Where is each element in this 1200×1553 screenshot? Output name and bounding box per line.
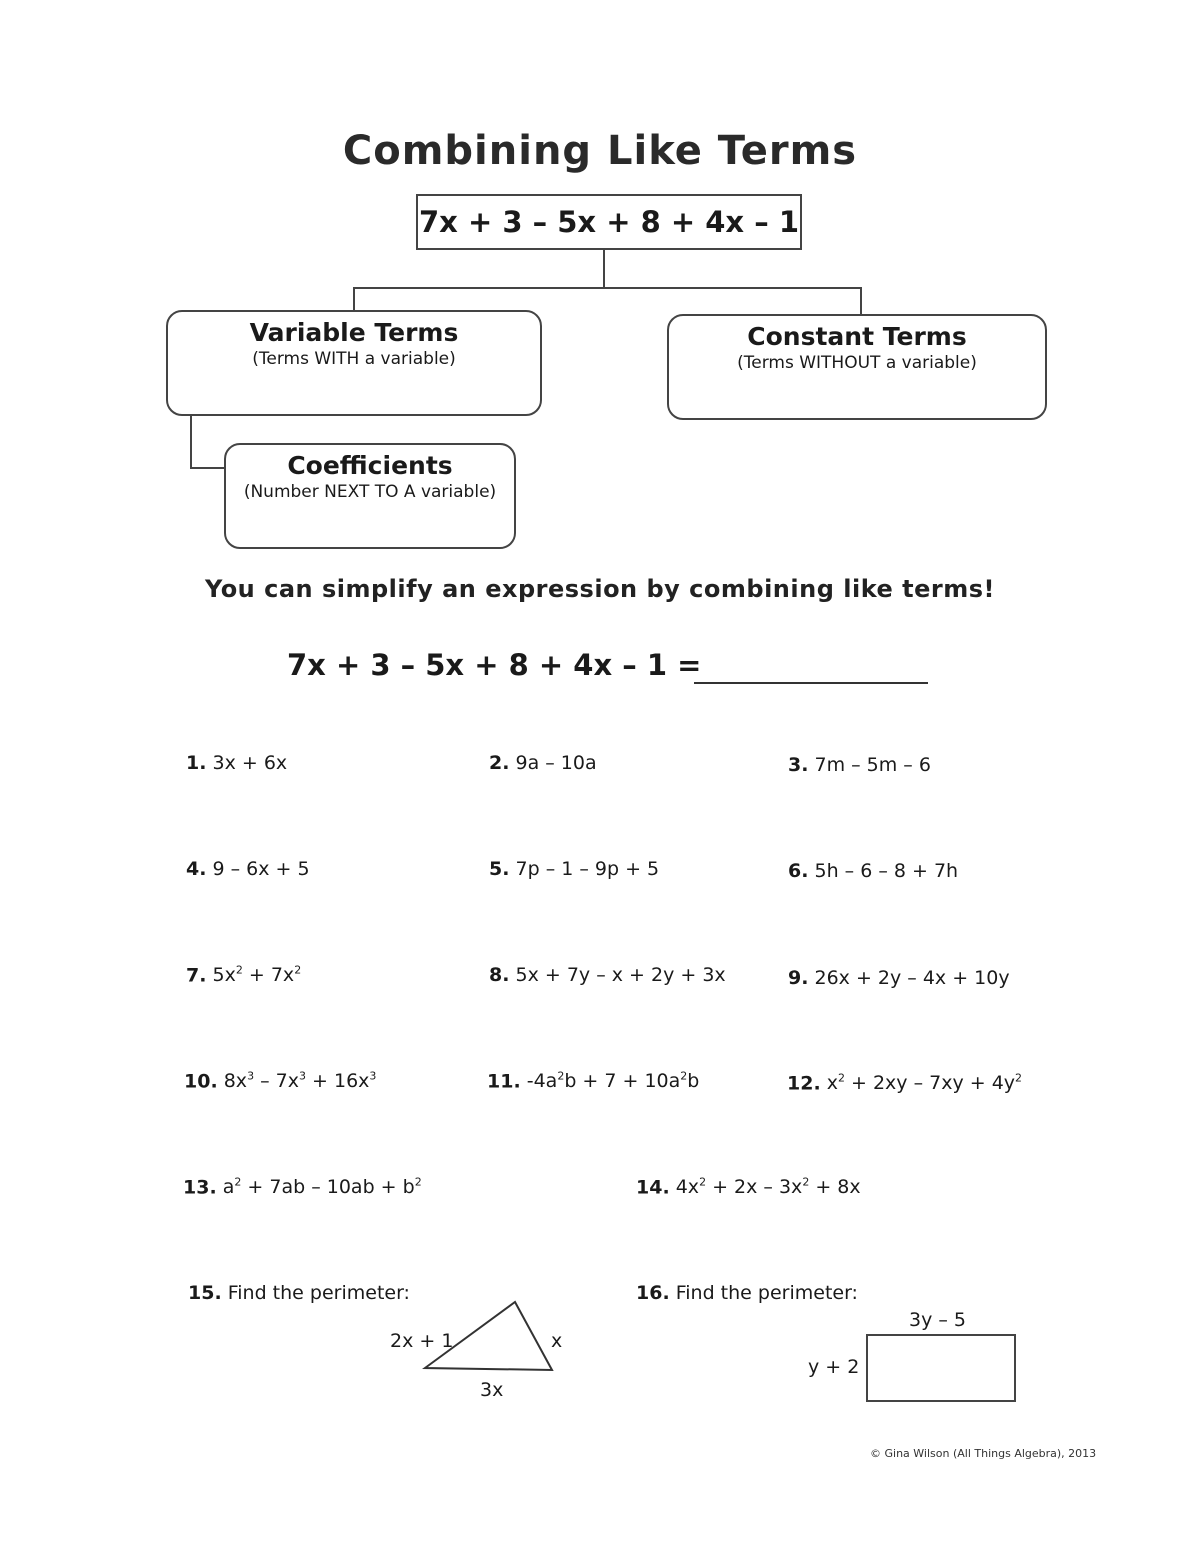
problem-expression: $4x^2 + 2x - 3x^2 + 8x$ (675, 1176, 861, 1199)
tagline: You can simplify an expression by combining like terms! (205, 575, 995, 603)
problem-13 (183, 1176, 422, 1198)
problem-expression: 9 – 6x + 5 (212, 858, 310, 880)
problem-2 (489, 752, 597, 774)
variable-terms-sub: (Terms WITH a variable) (252, 349, 456, 369)
variable-terms-heading: Variable Terms (249, 318, 459, 347)
problem-3 (788, 754, 931, 776)
problem-number: 10. (184, 1070, 218, 1093)
problem-7 (186, 964, 301, 986)
problem-expression: 5x + 7y – x + 2y + 3x (515, 964, 726, 986)
problem-12 (787, 1072, 1022, 1094)
problem-number: 7. (186, 964, 207, 987)
problem-expression: 5h – 6 – 8 + 7h (814, 860, 959, 882)
rectangle-figure (866, 1334, 1016, 1402)
problem-number: 5. (489, 858, 510, 880)
problem-number: 4. (186, 858, 207, 880)
connector-line (190, 467, 226, 469)
problem-expression: $5x^2 + 7x^2$ (212, 964, 302, 987)
problem-8 (489, 964, 726, 986)
problem-number: 3. (788, 754, 809, 776)
coefficients-sub: (Number NEXT TO A variable) (243, 482, 497, 502)
constant-terms-box (667, 314, 1047, 420)
coefficients-box (224, 443, 516, 549)
connector-line (603, 250, 605, 288)
constant-terms-heading: Constant Terms (747, 322, 967, 351)
problem-number: 13. (183, 1176, 217, 1199)
problem-15 (188, 1282, 410, 1304)
rectangle-left-label: y + 2 (808, 1356, 860, 1378)
constant-terms-sub: (Terms WITHOUT a variable) (737, 353, 977, 373)
problem-number: 15. (188, 1282, 222, 1304)
problem-9 (788, 967, 1010, 989)
problem-16 (636, 1282, 858, 1304)
problem-expression: $a^2 + 7ab - 10ab + b^2$ (222, 1176, 422, 1199)
problem-number: 9. (788, 967, 809, 989)
expression-box (416, 194, 802, 250)
problem-1 (186, 752, 287, 774)
problem-expression: 7m – 5m – 6 (814, 754, 931, 776)
triangle-right-label: x (551, 1330, 563, 1352)
problem-number: 12. (787, 1072, 821, 1095)
problem-expression: $x^2 + 2xy - 7xy + 4y^2$ (826, 1072, 1023, 1095)
page-title: Combining Like Terms (342, 128, 858, 174)
connector-line (353, 287, 861, 289)
triangle-base-label: 3x (480, 1379, 504, 1401)
problem-expression: Find the perimeter: (227, 1282, 410, 1304)
problem-number: 14. (636, 1176, 670, 1199)
simplify-expression: 7x + 3 – 5x + 8 + 4x – 1 = (287, 648, 702, 682)
rectangle-top-label: 3y – 5 (909, 1309, 966, 1331)
connector-line (190, 416, 192, 468)
problem-6 (788, 860, 958, 882)
problem-expression: $-4a^2b + 7 + 10a^2b$ (526, 1070, 700, 1093)
problem-10 (184, 1070, 376, 1092)
problem-number: 8. (489, 964, 510, 986)
problem-number: 16. (636, 1282, 670, 1304)
expression-text: 7x + 3 – 5x + 8 + 4x – 1 (418, 205, 800, 239)
coefficients-heading: Coefficients (287, 451, 453, 480)
problem-number: 1. (186, 752, 207, 774)
connector-line (860, 287, 862, 315)
copyright: © Gina Wilson (All Things Algebra), 2013 (870, 1447, 1097, 1460)
problem-number: 6. (788, 860, 809, 882)
problem-14 (636, 1176, 861, 1198)
problem-number: 2. (489, 752, 510, 774)
problem-expression: 9a – 10a (515, 752, 597, 774)
problem-11 (487, 1070, 699, 1092)
problem-number: 11. (487, 1070, 521, 1093)
answer-blank[interactable] (694, 682, 928, 684)
connector-line (353, 287, 355, 311)
problem-expression: 26x + 2y – 4x + 10y (814, 967, 1010, 989)
problem-expression: Find the perimeter: (675, 1282, 858, 1304)
triangle-left-label: 2x + 1 (390, 1330, 454, 1352)
problem-4 (186, 858, 310, 880)
problem-5 (489, 858, 659, 880)
problem-expression: 7p – 1 – 9p + 5 (515, 858, 660, 880)
problem-expression: $8x^3 - 7x^3 + 16x^3$ (223, 1070, 377, 1093)
variable-terms-box (166, 310, 542, 416)
problem-expression: 3x + 6x (212, 752, 288, 774)
